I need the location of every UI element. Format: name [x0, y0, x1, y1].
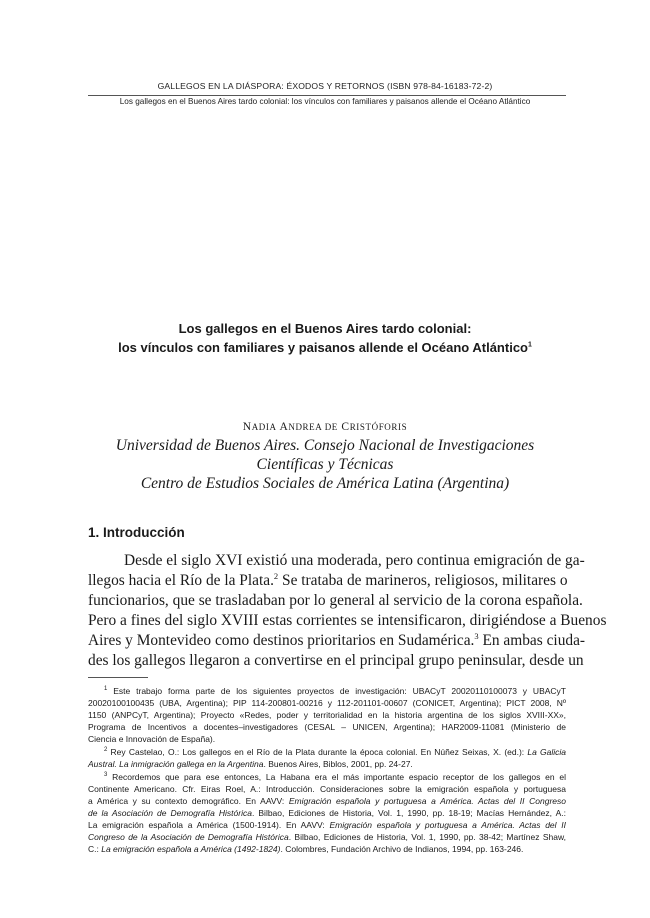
footnote-ref-2: 2 — [273, 570, 279, 581]
section-heading: 1. Introducción — [88, 525, 185, 540]
running-header-series: GALLEGOS EN LA DIÁSPORA: ÉXODOS Y RETORNOS (ISBN 978-84-16183-72-2) — [157, 81, 493, 91]
footnote-3-line: Continente Americano. Cfr. Eiras Roel, A.: Introducción. Consideraciones sobre la emigración española y portuguesa — [88, 784, 566, 794]
footnote-3-line: de la Asociación de Demografía Histórica. Bilbao, Ediciones de Historia, Vol. 1, 1990, pp. 18-19; Macías Hernández, A.: — [88, 808, 566, 818]
body-line: Desde el siglo XVI existió una moderada, pero continua emigración de ga- — [124, 552, 585, 569]
footnote-rule — [88, 677, 148, 678]
footnote-3-line: C.: La emigración española a América (1492-1824). Colombres, Fundación Archivo de Indianos, 1994, pp. 163-246. — [88, 844, 524, 854]
footnote-1-line: 1150 (ANPCyT, Argentina); Proyecto «Redes, poder y territorialidad en la historia argentina de los siglos XVIII-XX», — [88, 710, 566, 720]
body-line: funcionarios, que se trasladaban por lo general al servicio de la corona española. — [88, 592, 583, 609]
footnote-2-line: Austral. La inmigración gallega en la Argentina. Buenos Aires, Biblos, 2001, pp. 24-27. — [88, 759, 413, 769]
title-text: los vínculos con familiares y paisanos allende el Océano Atlántico — [118, 340, 528, 355]
body-line: Aires y Montevideo como destinos prioritarios en Sudamérica.$^3$ En ambas ciuda- — [88, 630, 586, 649]
footnote-ref-1: 1 — [527, 341, 532, 349]
affiliation-line-2: Científicas y Técnicas — [256, 456, 394, 473]
footnote-1: $^1$ Este trabajo forma parte de los siguientes proyectos de investigación: UBACyT 20020110100073 y UBACyT — [104, 686, 566, 696]
affiliation-line-1: Universidad de Buenos Aires. Consejo Nacional de Investigaciones — [115, 437, 535, 454]
body-line: llegos hacia el Río de la Plata.$^2$ Se trataba de marineros, religiosos, militares o — [88, 570, 568, 589]
footnote-3-line: Congreso de la Asociación de Demografía Histórica. Bilbao, Ediciones de Historia, Vol. 1, 1990, pp. 38-42; Martínez Shaw, — [88, 832, 566, 842]
body-line: Pero a fines del siglo XVIII estas corrientes se intensificaron, dirigiéndose a Buenos — [88, 612, 607, 629]
footnote-ref-3: 3 — [474, 630, 479, 641]
body-line: des los gallegos llegaron a convertirse en el principal grupo peninsular, desde un — [88, 652, 584, 669]
footnote-3-line: a América y su contexto demográfico. En AAVV: Emigración española y portuguesa a América. Actas del II Congreso — [88, 796, 566, 806]
running-header-chapter: Los gallegos en el Buenos Aires tardo colonial: los vínculos con familiares y paisanos allende el Océano Atlántico — [119, 97, 531, 106]
author-name: NADIA ANDREA DE CRISTÓFORIS — [242, 421, 408, 433]
footnote-3: $^3$ Recordemos que para ese entonces, La Habana era el más importante espacio receptor de los gallegos en el — [104, 772, 566, 782]
footnote-1-line: Ciencia e Innovación de España). — [88, 734, 216, 744]
article-title-line-2 — [0, 340, 650, 355]
article-title-line-1: Los gallegos en el Buenos Aires tardo colonial: — [178, 321, 472, 336]
footnote-1-line: Programa de Incentivos a docentes–investigadores (CESAL – UNICEN, Argentina); HAR2009-11081 (Ministerio de — [88, 722, 566, 732]
header-rule — [88, 95, 566, 96]
footnote-3-line: La emigración española a América (1500-1914). En AAVV: Emigración española y portuguesa a América. Actas del II — [88, 820, 566, 830]
affiliation-line-3: Centro de Estudios Sociales de América Latina (Argentina) — [140, 475, 510, 492]
footnote-2: $^2$ Rey Castelao, O.: Los gallegos en el Río de la Plata durante la época colonial. En Núñez Seixas, X. (ed.): La Galicia — [104, 747, 566, 757]
footnote-1-line: 20020100100435 (UBA, Argentina); PIP 114-200801-00216 y 112-201101-00607 (CONICET, Argentina); PICT 2008, Nº — [88, 698, 566, 708]
